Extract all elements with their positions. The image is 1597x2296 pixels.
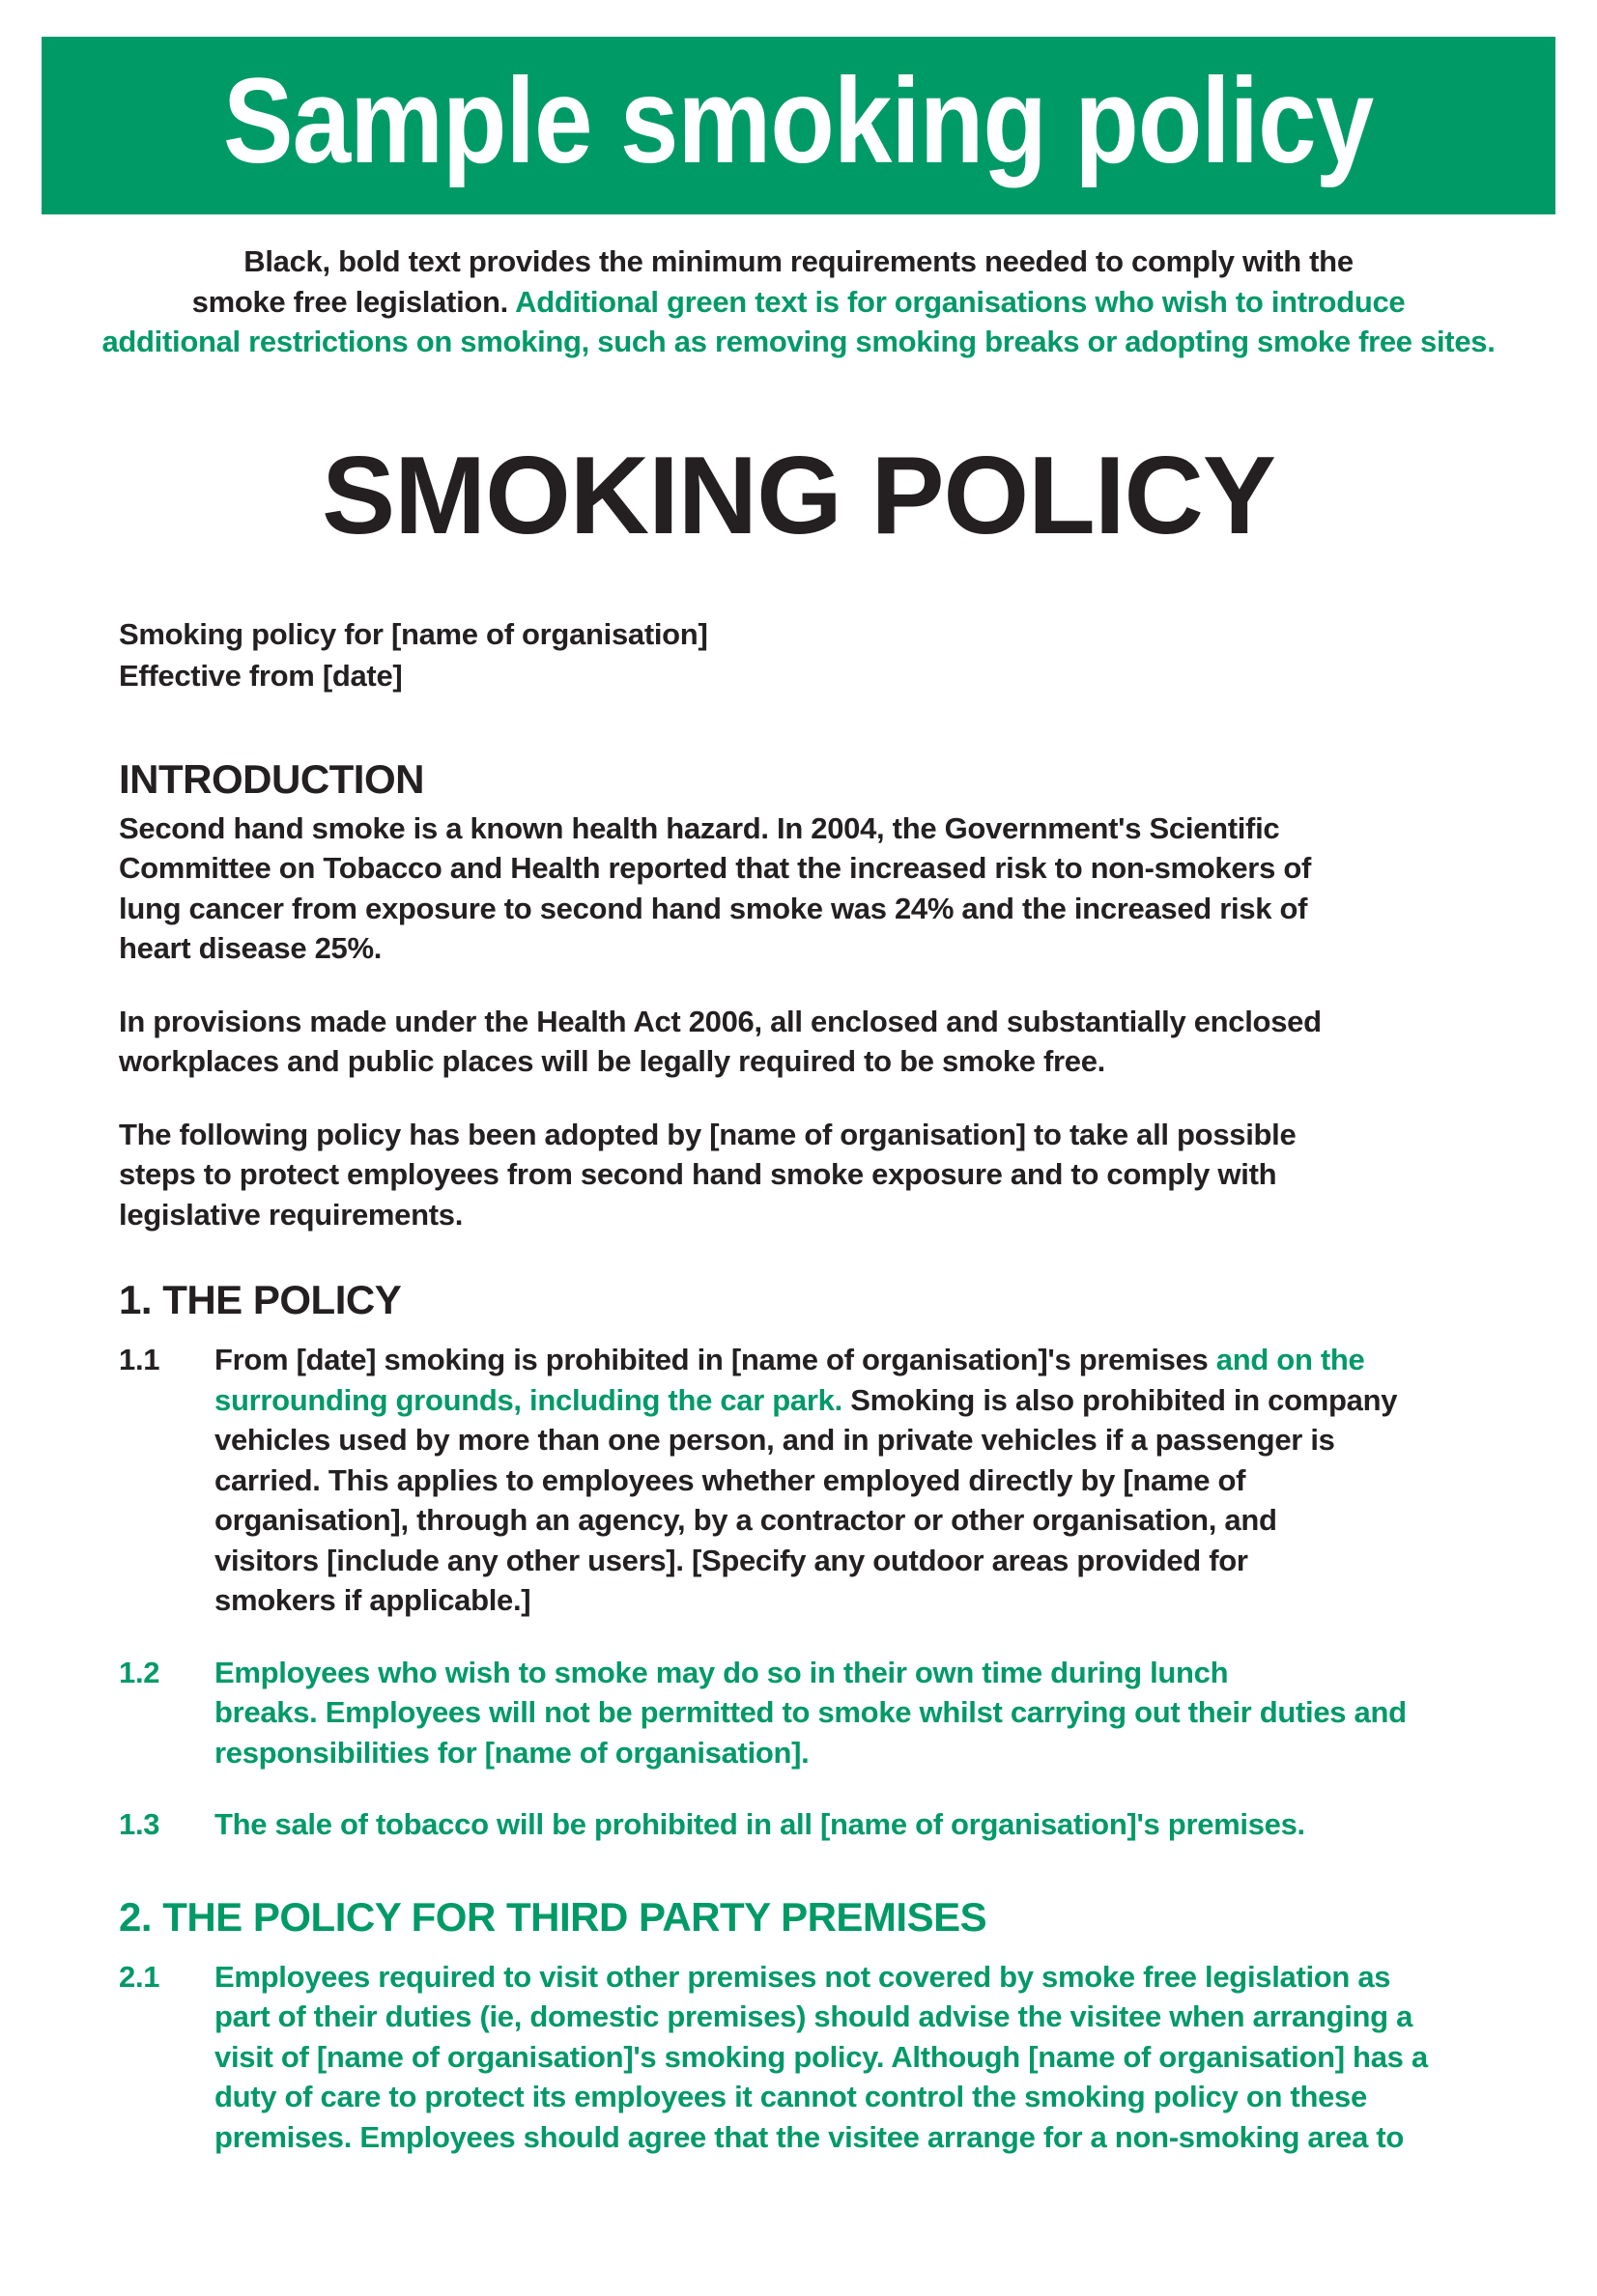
doc-section [119, 1893, 1597, 2158]
text-segment: In provisions made under the Health Act 2006, all enclosed and substantially enclosed [119, 1004, 1322, 1038]
text-segment: The sale of tobacco will be prohibited in all [name of organisation]'s premises. [214, 1807, 1305, 1841]
paragraph [119, 1115, 1597, 1235]
text-segment: workplaces and public places will be legally required to be smoke free. [119, 1044, 1106, 1078]
item-line [214, 1804, 1597, 1845]
item-line [214, 1997, 1597, 2037]
banner-title: Sample smoking policy [223, 53, 1374, 188]
item-line [214, 1653, 1597, 1693]
section-heading: 1. THE POLICY [119, 1277, 402, 1322]
item-line [214, 1340, 1597, 1380]
numbered-item [119, 1804, 1597, 1845]
item-body [214, 1653, 1597, 1773]
text-segment: and on the [1215, 1343, 1365, 1376]
paragraph-line [119, 928, 1597, 969]
item-number: 1.2 [119, 1655, 160, 1689]
item-line [214, 2077, 1597, 2117]
text-segment: breaks. Employees will not be permitted to smoke whilst carrying out their duties and [214, 1695, 1407, 1729]
text-segment: smoke free legislation. [191, 284, 508, 319]
paragraph [119, 1002, 1597, 1082]
sections-container [119, 755, 1597, 2158]
paragraph-line [119, 1002, 1597, 1042]
text-segment: duty of care to protect its employees it cannot control the smoking policy on these [214, 2080, 1367, 2113]
text-segment: visitors [include any other users]. [Specify any outdoor areas provided for [214, 1543, 1248, 1577]
item-number: 1.1 [119, 1343, 160, 1376]
text-segment: heart disease 25%. [119, 931, 383, 965]
text-segment: legislative requirements. [119, 1197, 464, 1232]
paragraph-line [119, 889, 1597, 929]
section-heading: 2. THE POLICY FOR THIRD PARTY PREMISES [119, 1893, 987, 1940]
text-segment: organisation], through an agency, by a contractor or other organisation, and [214, 1503, 1277, 1537]
text-segment: part of their duties (ie, domestic premises) should advise the visitee when arranging a [214, 1999, 1413, 2033]
paragraph-line [119, 1154, 1597, 1195]
item-body [214, 1957, 1597, 2158]
page-title: SMOKING POLICY [322, 434, 1275, 557]
text-segment: smokers if applicable.] [214, 1583, 531, 1617]
item-line [214, 1420, 1597, 1460]
text-segment: steps to protect employees from second hand smoke exposure and to comply with [119, 1157, 1277, 1191]
item-number: 1.3 [119, 1807, 160, 1841]
item-line [214, 1500, 1597, 1541]
notice [39, 241, 1558, 362]
text-segment: premises. Employees should agree that the visitee arrange for a non-smoking area to [214, 2119, 1404, 2154]
item-line [214, 1460, 1597, 1501]
paragraph-line [119, 1115, 1597, 1155]
paragraph [119, 808, 1597, 969]
text-segment: surrounding grounds, including the car park. [214, 1382, 851, 1417]
doc-section [119, 755, 1597, 1235]
item-line [214, 1733, 1597, 1773]
text-segment: lung cancer from exposure to second hand smoke was 24% and the increased risk of [119, 891, 1308, 925]
item-line [214, 2117, 1597, 2158]
item-line [214, 1692, 1597, 1733]
item-line [214, 1380, 1597, 1421]
text-segment: visit of [name of organisation]'s smoking policy. Although [name of organisation] has a [214, 2039, 1428, 2074]
text-segment: Black, bold text provides the minimum requirements needed to comply with the [243, 244, 1354, 278]
text-segment: Smoking is also prohibited in company [850, 1382, 1398, 1417]
meta-line-organisation: Smoking policy for [name of organisation] [119, 616, 708, 651]
text-segment: additional restrictions on smoking, such as removing smoking breaks or adopting smoke free sites. [101, 325, 1496, 358]
paragraph-line [119, 848, 1597, 889]
item-number: 2.1 [119, 1959, 160, 1994]
notice-line [39, 282, 1558, 323]
text-segment: Additional green text is for organisations who wish to introduce [507, 284, 1406, 319]
item-line [214, 1541, 1597, 1581]
text-segment: The following policy has been adopted by [name of organisation] to take all possible [119, 1117, 1297, 1151]
item-line [214, 2037, 1597, 2078]
notice-line [39, 241, 1558, 282]
paragraph-line [119, 1041, 1597, 1082]
numbered-item [119, 1340, 1597, 1621]
item-line [214, 1957, 1597, 1998]
numbered-item [119, 1653, 1597, 1773]
text-segment: vehicles used by more than one person, and in private vehicles if a passenger is [214, 1423, 1335, 1457]
notice-line [39, 322, 1558, 362]
item-body [214, 1804, 1597, 1845]
numbered-item [119, 1957, 1597, 2158]
item-line [214, 1580, 1597, 1621]
paragraph-line [119, 808, 1597, 849]
text-segment: Employees required to visit other premises not covered by smoke free legislation as [214, 1959, 1391, 1994]
text-segment: responsibilities for [name of organisation]. [214, 1735, 810, 1770]
text-segment: Employees who wish to smoke may do so in their own time during lunch [214, 1655, 1229, 1689]
item-body [214, 1340, 1597, 1621]
doc-meta [119, 613, 1597, 696]
paragraph-line [119, 1195, 1597, 1235]
meta-line-effective-date: Effective from [date] [119, 658, 403, 693]
text-segment: carried. This applies to employees whether employed directly by [name of [214, 1462, 1246, 1497]
doc-section [119, 1276, 1597, 1845]
text-segment: From [date] smoking is prohibited in [name of organisation]'s premises [214, 1343, 1216, 1376]
text-segment: Second hand smoke is a known health hazard. In 2004, the Government's Scientific [119, 810, 1280, 845]
text-segment: Committee on Tobacco and Health reported that the increased risk to non-smokers of [119, 851, 1311, 885]
header-banner [42, 37, 1555, 214]
section-heading: INTRODUCTION [119, 755, 424, 802]
